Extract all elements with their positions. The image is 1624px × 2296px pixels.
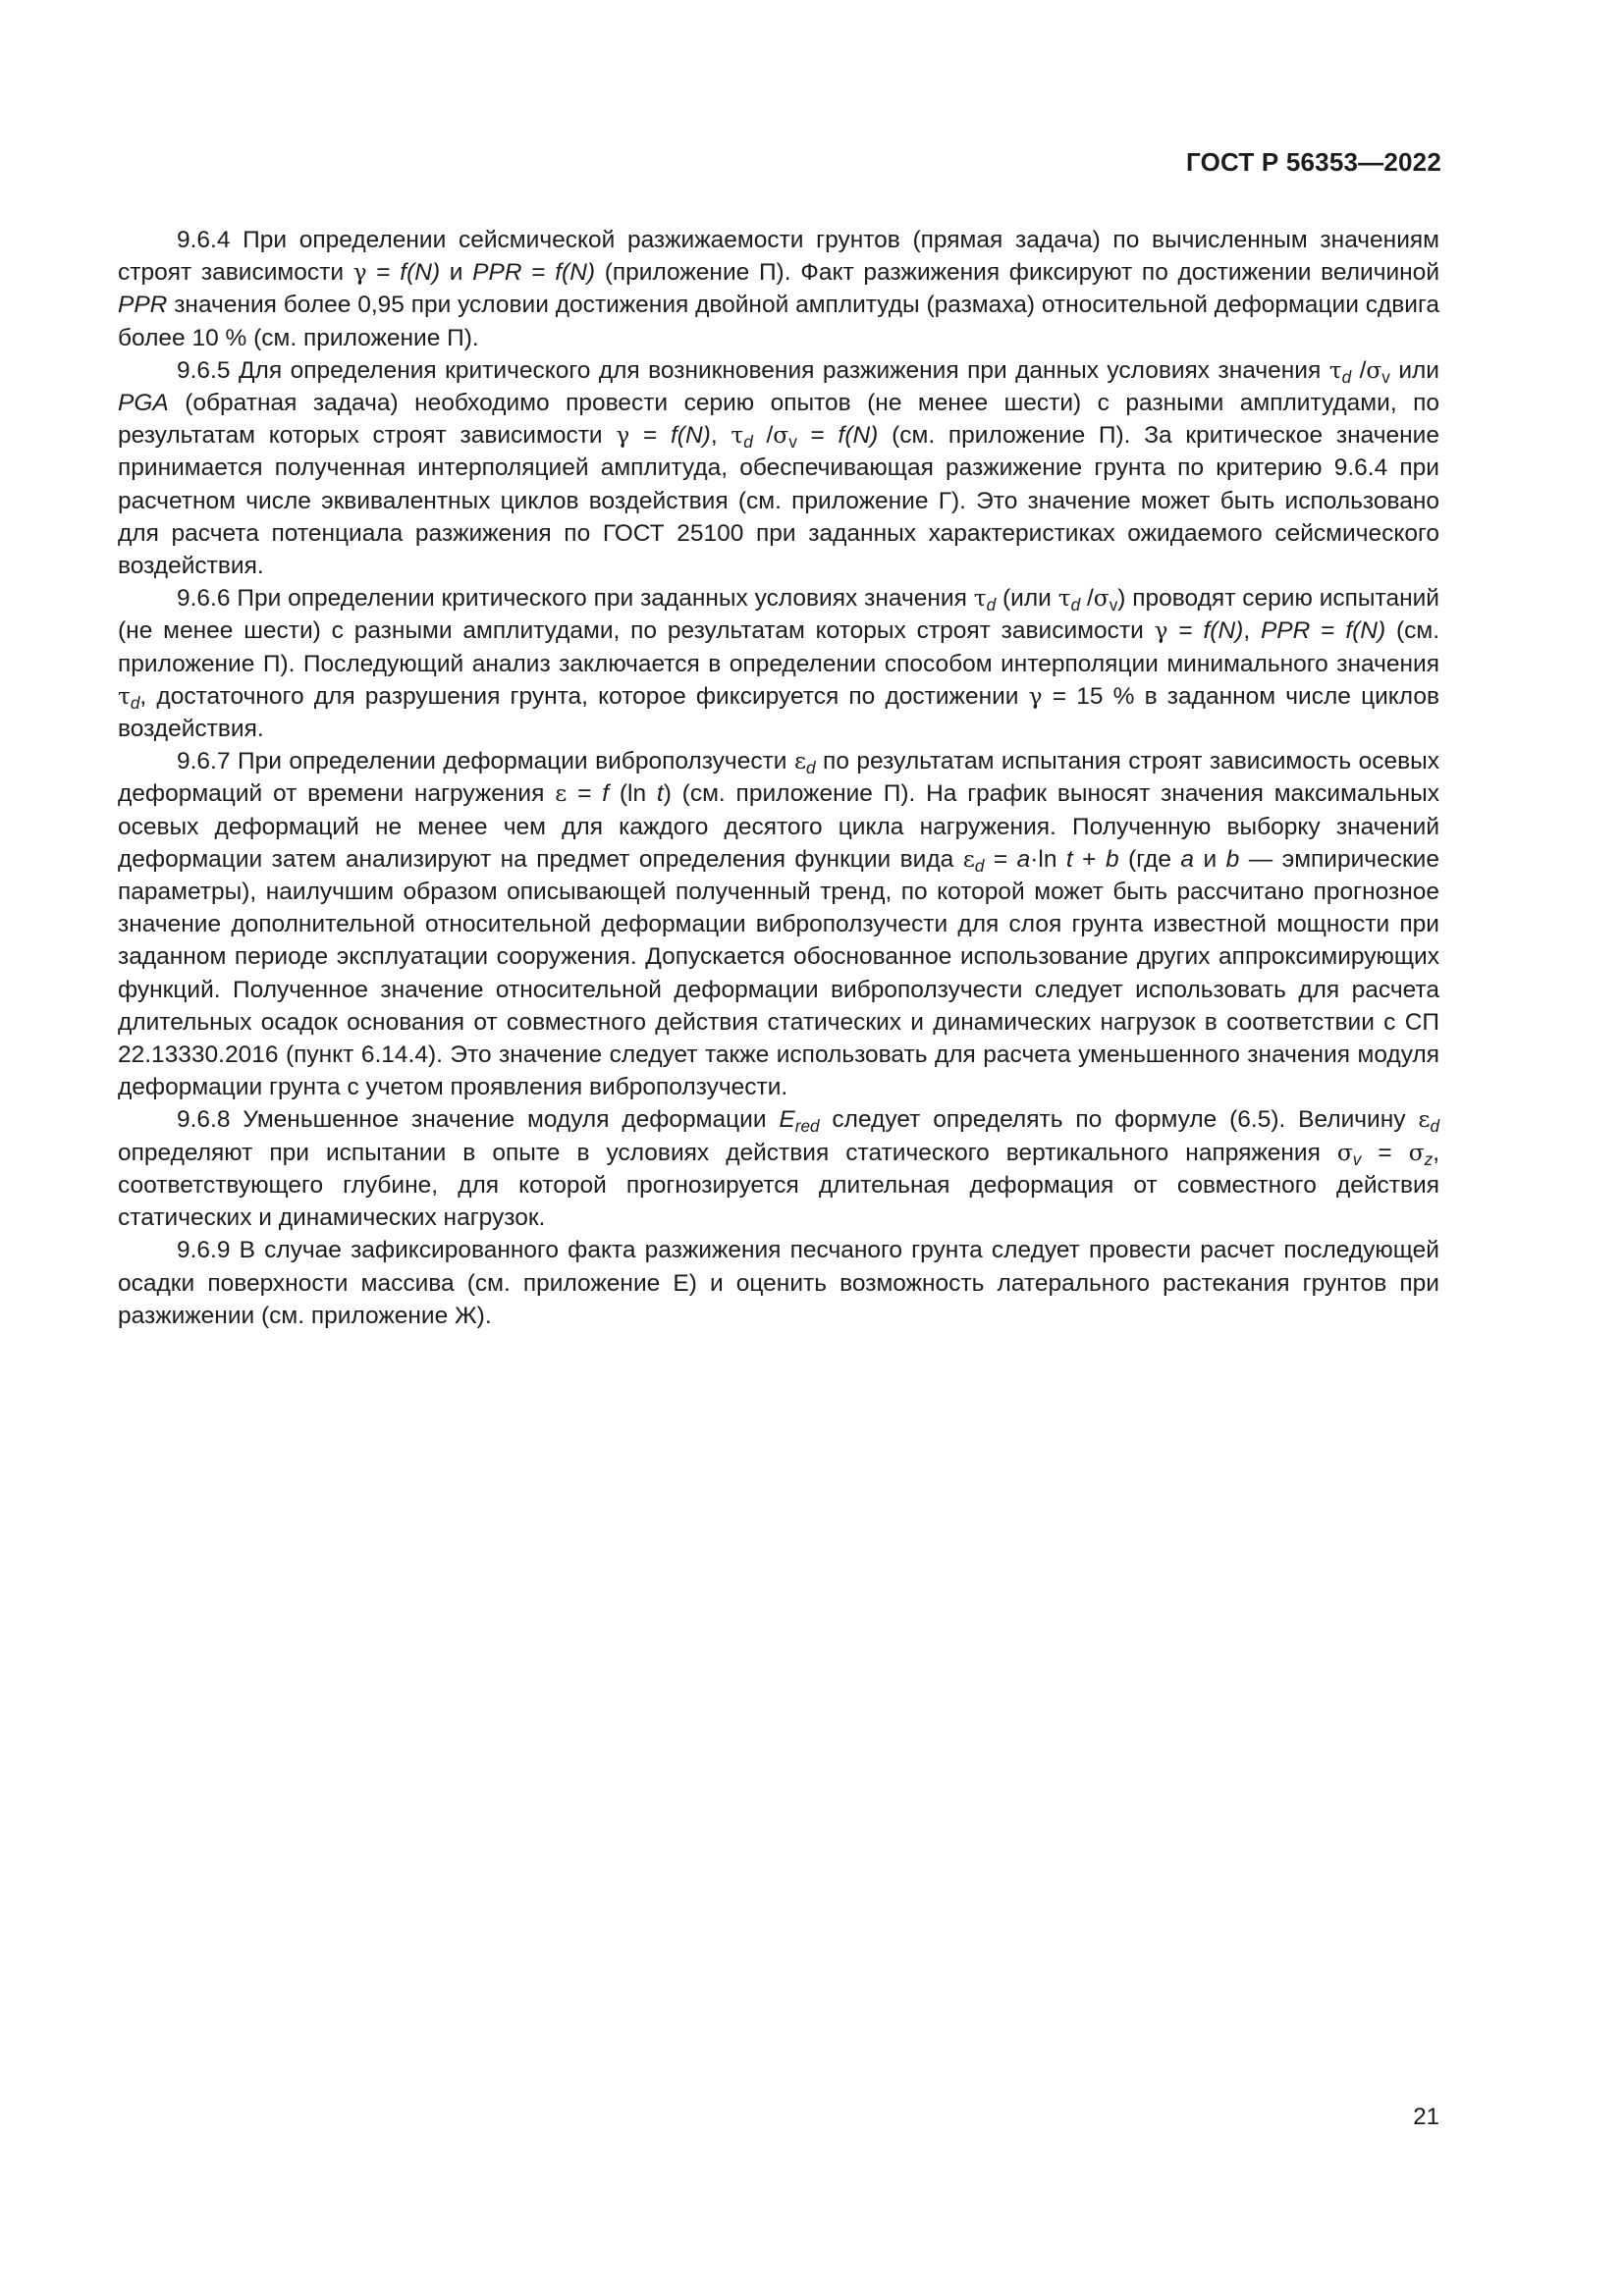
formula-term: b [1105,845,1119,873]
subscript: red [794,1116,820,1137]
subscript: d [806,758,816,778]
clause-number: 9.6.4 [177,227,231,253]
formula-term: f(N) [1345,617,1386,645]
tau-symbol: τ [973,585,987,613]
paragraph-text: ·ln [1030,845,1066,873]
formula-term: f(N) [838,422,879,450]
paragraph-9-6-8 [118,1103,1439,1234]
tau-symbol: τ [1328,356,1342,384]
epsilon-symbol: ε [555,780,568,808]
paragraph-9-6-9 [118,1234,1439,1332]
gamma-symbol: γ [1028,682,1043,710]
formula-term: PPR [1260,617,1311,645]
sigma-symbol: σ [1408,1139,1425,1166]
paragraph-text: , [710,422,731,450]
subscript: v [1109,595,1118,615]
formula-term: a [1180,845,1195,873]
sigma-symbol: σ [1093,585,1110,613]
paragraph-text: + [1072,845,1106,873]
paragraph-text: = 15 % в заданном числе циклов воздействия. [118,682,1439,743]
sigma-symbol: σ [1366,356,1382,384]
epsilon-symbol: ε [962,845,975,873]
formula-term: f [602,780,610,808]
paragraph-text: (или [996,585,1058,613]
gamma-symbol: γ [616,422,630,450]
formula-term: f(N) [670,422,711,450]
paragraph-text: = [984,845,1017,873]
paragraph-text: = [1167,617,1204,645]
subscript: v [1381,366,1390,387]
paragraph-text: = [521,259,556,287]
paragraph-text: (ln [609,780,657,808]
formula-term: f(N) [400,259,441,287]
formula-term: PGA [118,390,169,417]
paragraph-text: При определении сейсмической разжижаемости грунтов (прямая задача) по вычисленным значениям строят зависимости [118,227,1439,287]
document-body [118,224,1439,1332]
formula-term: PPR [472,259,522,287]
gamma-symbol: γ [1154,617,1168,645]
subscript: d [1430,1116,1439,1137]
formula-term: E [779,1106,795,1134]
formula-term: t [656,780,664,808]
paragraph-text: = [1310,617,1346,645]
paragraph-text: При определении деформации виброползучести [230,748,794,775]
paragraph-text: / [752,422,774,450]
paragraph-text: = [567,780,603,808]
epsilon-symbol: ε [793,748,807,775]
paragraph-text: = [366,259,401,287]
paragraph-text: ) (см. приложение П). На график выносят значения максимальных осевых деформаций не менее чем для каждого десятого цикла нагружения. Полученную выборку значений деформации затем анализируют на предмет определения функции вида [118,780,1440,873]
clause-number: 9.6.5 [177,356,231,384]
paragraph-text: (приложение П). Факт разжижения фиксируют по достижении величиной [595,259,1439,287]
formula-term: f(N) [555,259,596,287]
subscript: d [986,595,997,615]
subscript: d [1070,595,1081,615]
document-code-header: ГОСТ Р 56353—2022 [1186,147,1441,177]
formula-term: a [1016,845,1031,873]
paragraph-text: = [629,422,671,450]
clause-number: 9.6.6 [177,585,231,613]
paragraph-text: ) проводят серию испытаний (не менее шести) с разными амплитудами, по результатам которых строят зависимости [118,585,1439,645]
subscript: v [788,432,797,453]
formula-term: b [1225,845,1240,873]
epsilon-symbol: ε [1418,1106,1431,1134]
paragraph-text: следует определять по формуле (6.5). Величину [819,1106,1419,1134]
tau-symbol: τ [118,682,131,710]
paragraph-text: и [440,259,473,287]
paragraph-text: (см. приложение П). За критическое значение принимается полученная интерполяцией амплитуда, обеспечивающая разжижение грунта по критерию 9.6.4 при расчетном числе эквивалентных циклов воздействия (см. приложение Г). Это значение может быть использовано для расчета потенциала разжижения по ГОСТ 25100 при заданных характеристиках ожидаемого сейсмического воздействия. [118,422,1439,580]
sigma-symbol: σ [773,422,789,450]
paragraph-text: / [1351,356,1367,384]
paragraph-9-6-6 [118,582,1439,745]
tau-symbol: τ [731,422,744,450]
paragraph-text: При определении критического при заданных условиях значения [230,585,974,613]
page-number: 21 [1413,2104,1439,2130]
paragraph-text: (обратная задача) необходимо провести серию опытов (не менее шести) с разными амплитудами, по результатам которых строят зависимости [118,390,1439,450]
paragraph-9-6-5 [118,354,1439,582]
formula-term: PPR [118,292,168,319]
clause-number: 9.6.7 [177,748,231,775]
paragraph-text: , достаточного для разрушения грунта, которое фиксируется по достижении [139,682,1029,710]
paragraph-text: и [1194,845,1226,873]
subscript: z [1424,1148,1434,1169]
paragraph-text: определяют при испытании в опыте в условиях действия статического вертикального напряжения [118,1139,1337,1166]
paragraph-9-6-7 [118,745,1439,1103]
paragraph-text: или [1389,356,1439,384]
paragraph-text: — эмпирические параметры), наилучшим образом описывающей полученный тренд, по которой может быть рассчитано прогнозное значение дополнительной относительной деформации виброползучести для слоя грунта известной мощности при заданном периоде эксплуатации сооружения. Допускается обоснованное использование других аппроксимирующих функций. Полученное значение относительной деформации виброползучести следует использовать для расчета длительных осадок основания от совместного действия статических и динамических нагрузок в соответствии с СП 22.13330.2016 (пункт 6.14.4). Это значение следует также использовать для расчета уменьшенного значения модуля деформации грунта с учетом проявления виброползучести. [118,845,1439,1101]
subscript: d [1341,366,1352,387]
subscript: d [974,856,985,876]
tau-symbol: τ [1057,585,1071,613]
formula-term: t [1065,845,1073,873]
paragraph-9-6-4 [118,224,1439,354]
paragraph-text: Для определения критического для возникновения разжижения при данных условиях значения [230,356,1329,384]
subscript: d [743,432,753,453]
paragraph-text: / [1080,585,1094,613]
paragraph-text: , [1243,617,1261,645]
paragraph-text: по результатам испытания строят зависимость осевых деформаций от времени нагружения [118,748,1439,808]
subscript: v [1352,1148,1362,1169]
paragraph-text: (см. приложение П). Последующий анализ заключается в определении способом интерполяции минимального значения [118,617,1440,677]
paragraph-text: = [1361,1139,1409,1166]
sigma-symbol: σ [1336,1139,1353,1166]
paragraph-text: В случае зафиксированного факта разжижения песчаного грунта следует провести расчет последующей осадки поверхности массива (см. приложение Е) и оценить возможность латерального растекания грунтов при разжижении (см. приложение Ж). [118,1237,1439,1329]
clause-number: 9.6.8 [177,1106,231,1134]
subscript: d [130,692,140,713]
paragraph-text: , соответствующего глубине, для которой прогнозируется длительная деформация от совместного действия статических и динамических нагрузок. [118,1139,1440,1232]
paragraph-text: = [796,422,839,450]
formula-term: f(N) [1203,617,1244,645]
paragraph-text: значения более 0,95 при условии достижения двойной амплитуды (размаха) относительной деформации сдвига более 10 % (см. приложение П). [118,292,1439,351]
paragraph-text: Уменьшенное значение модуля деформации [230,1106,780,1134]
paragraph-text: (где [1118,845,1181,873]
clause-number: 9.6.9 [177,1237,231,1264]
gamma-symbol: γ [352,259,367,287]
